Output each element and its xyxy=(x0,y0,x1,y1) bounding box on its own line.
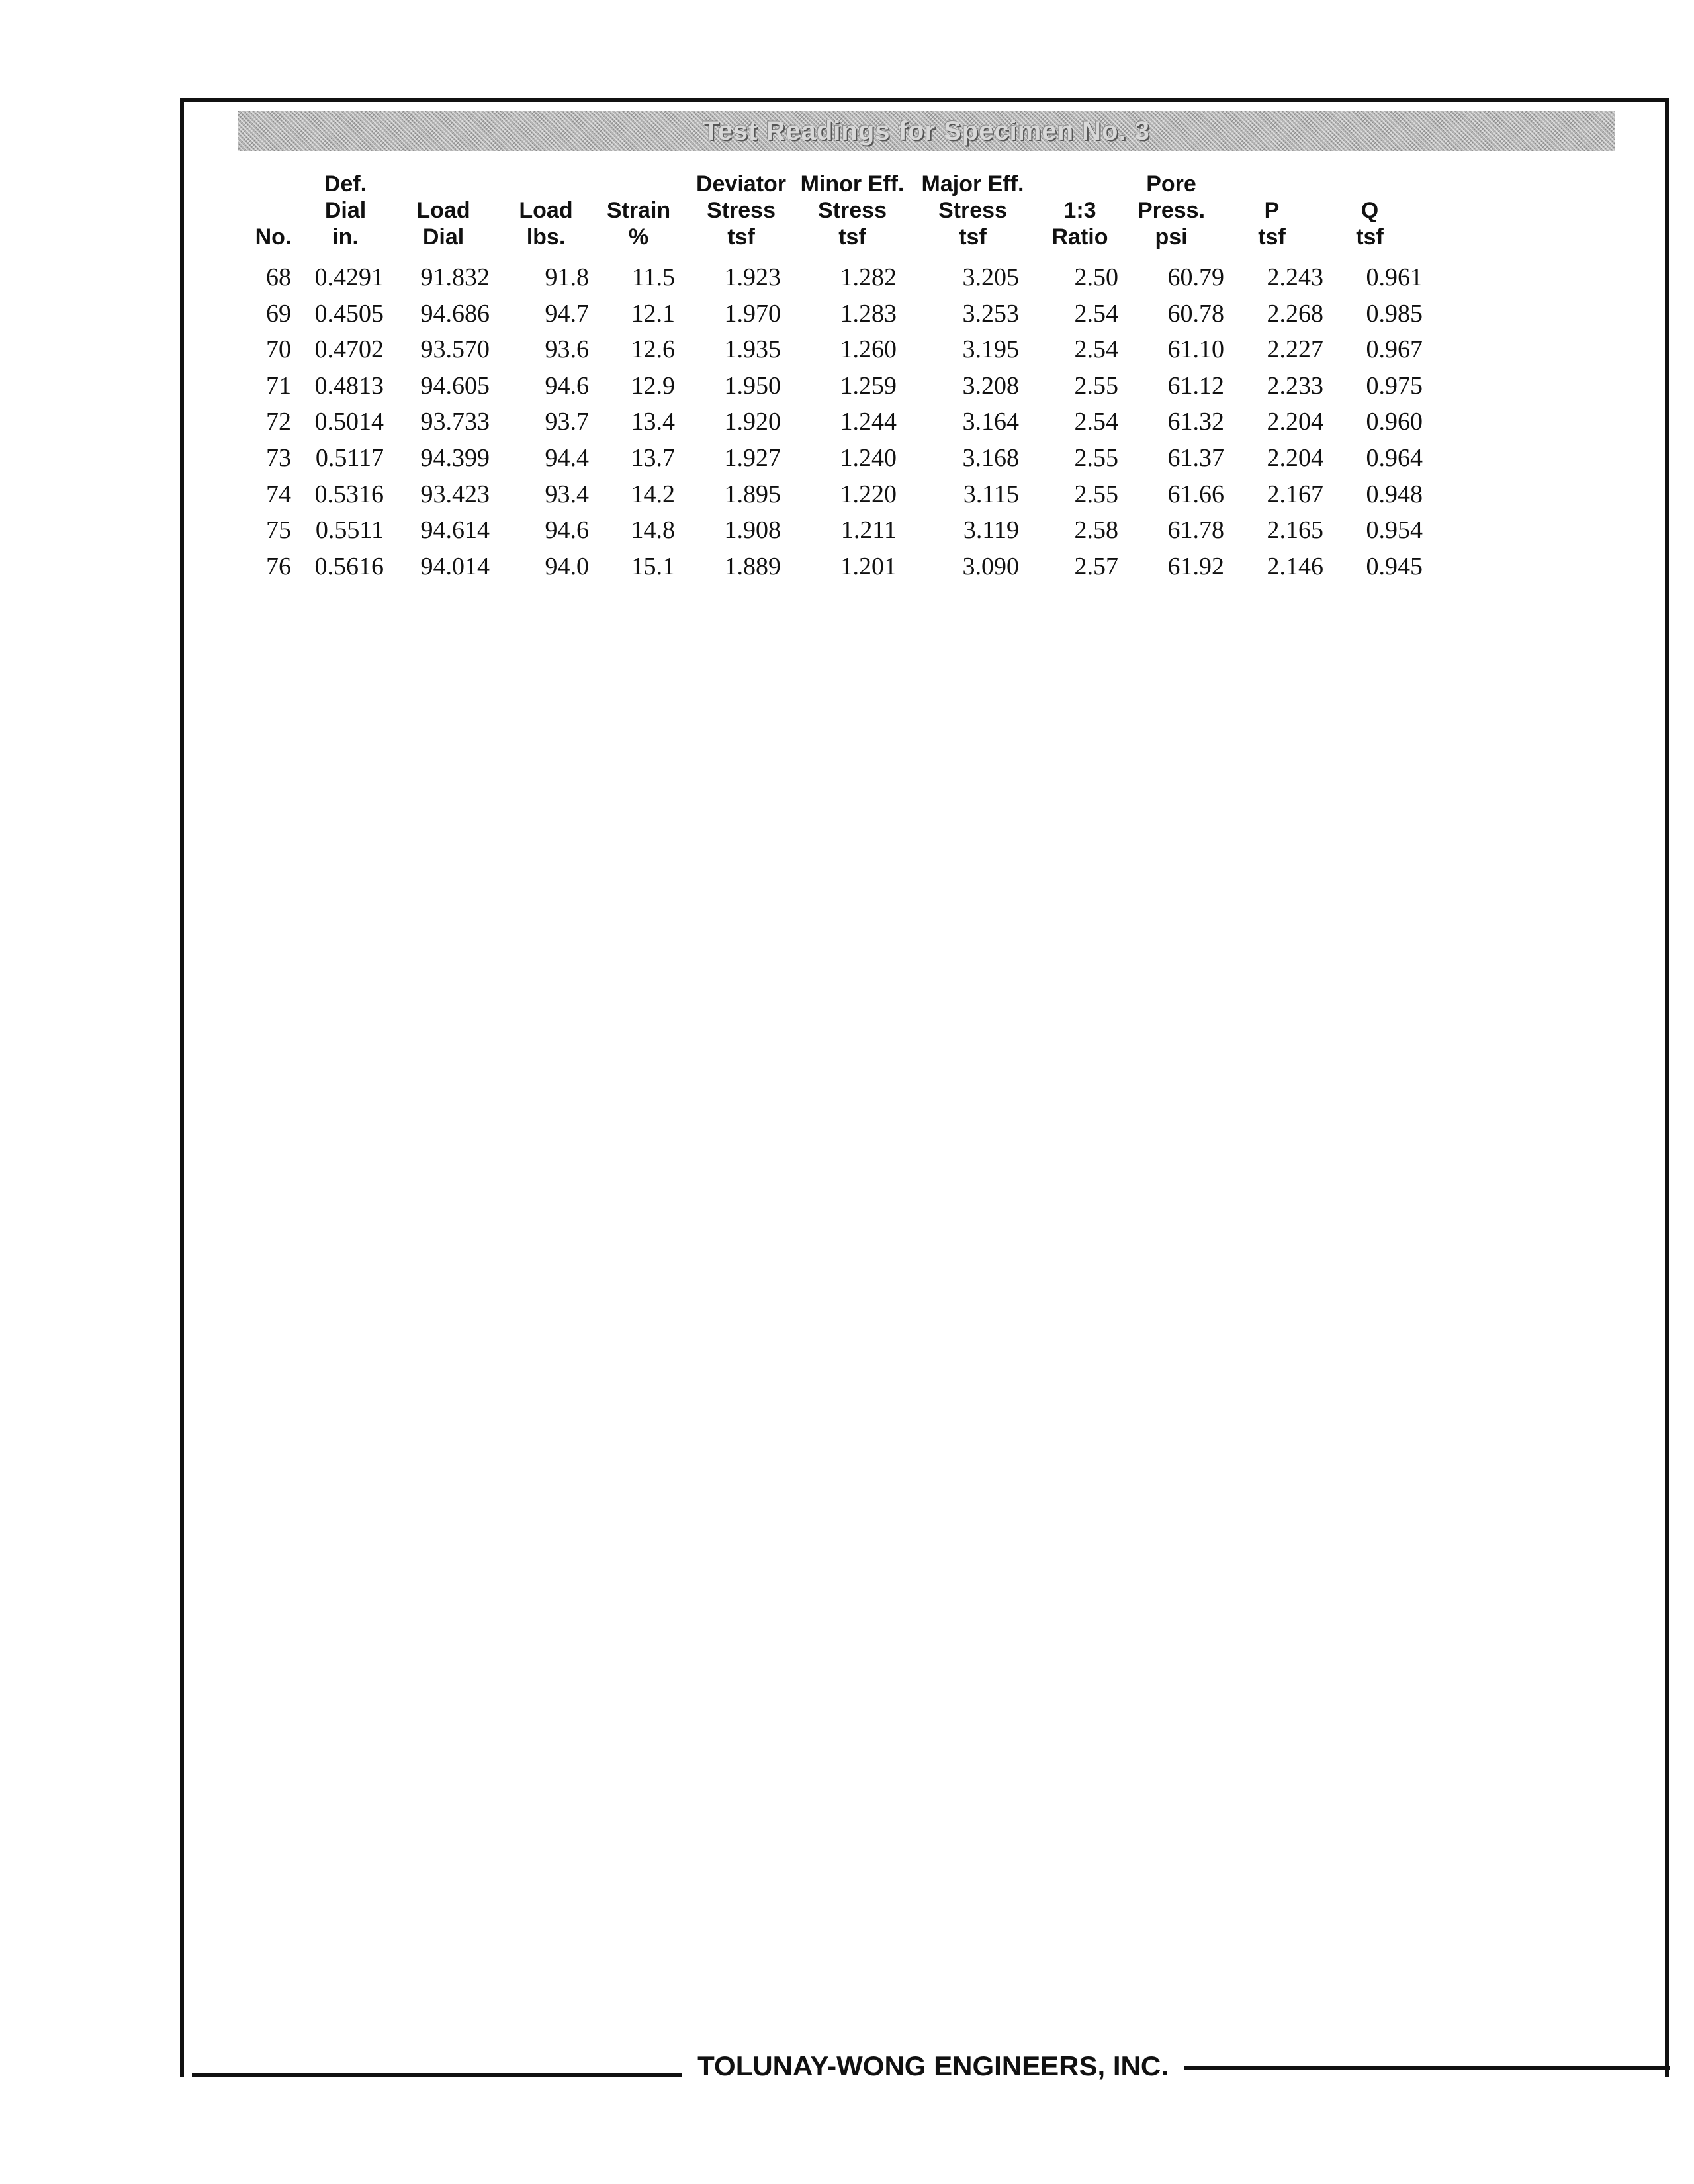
cell-llbs: 93.4 xyxy=(545,480,589,508)
column-header-line xyxy=(244,171,303,197)
frame-bottom-right-border xyxy=(1184,2066,1670,2070)
column-header-line: in. xyxy=(332,224,359,250)
table-row xyxy=(0,512,1694,549)
cell-pore: 61.37 xyxy=(1167,444,1224,472)
title-banner xyxy=(238,111,1615,151)
cell-dev: 1.920 xyxy=(724,408,781,436)
cell-pore: 61.32 xyxy=(1167,408,1224,436)
cell-minor: 1.259 xyxy=(840,371,897,400)
cell-ratio: 2.54 xyxy=(1074,408,1118,436)
cell-dev: 1.889 xyxy=(724,552,781,580)
cell-llbs: 91.8 xyxy=(545,263,589,291)
cell-major: 3.164 xyxy=(962,408,1019,436)
page-title: Test Readings for Specimen No. 3 xyxy=(703,116,1150,146)
cell-pore: 61.78 xyxy=(1167,516,1224,545)
cell-q: 0.961 xyxy=(1366,263,1423,291)
cell-p: 2.233 xyxy=(1267,371,1323,400)
column-header-line: No. xyxy=(255,224,292,250)
table-row xyxy=(0,549,1694,585)
cell-p: 2.167 xyxy=(1267,480,1323,508)
column-header-q xyxy=(1330,171,1409,250)
column-header-line: lbs. xyxy=(526,224,566,250)
cell-q: 0.967 xyxy=(1366,336,1423,364)
cell-ratio: 2.55 xyxy=(1074,480,1118,508)
column-header-line: Q xyxy=(1360,198,1379,223)
cell-dev: 1.908 xyxy=(724,516,781,545)
cell-major: 3.195 xyxy=(962,336,1019,364)
cell-strain: 12.9 xyxy=(631,371,675,400)
table-row xyxy=(0,477,1694,513)
cell-strain: 12.1 xyxy=(631,299,675,328)
cell-no: 76 xyxy=(266,552,291,580)
cell-strain: 14.8 xyxy=(631,516,675,545)
column-header-line: 1:3 xyxy=(1063,198,1096,223)
cell-ratio: 2.54 xyxy=(1074,299,1118,328)
cell-ldial: 93.733 xyxy=(420,408,490,436)
column-header-line: tsf xyxy=(1356,224,1384,250)
column-header-dev xyxy=(688,171,794,250)
column-header-line: tsf xyxy=(727,224,755,250)
column-header-line: psi xyxy=(1155,224,1188,250)
cell-no: 68 xyxy=(266,263,291,291)
column-header-strain xyxy=(599,171,678,250)
column-header-line: Press. xyxy=(1137,198,1206,223)
column-header-line: Deviator xyxy=(695,171,787,197)
column-header-line: Stress xyxy=(938,198,1007,223)
cell-pore: 60.78 xyxy=(1167,299,1224,328)
column-header-line xyxy=(506,171,586,197)
company-footer: TOLUNAY-WONG ENGINEERS, INC. xyxy=(697,2050,1169,2081)
cell-llbs: 94.6 xyxy=(545,371,589,400)
cell-pore: 61.92 xyxy=(1167,552,1224,580)
column-header-line: Strain xyxy=(606,198,671,223)
cell-no: 75 xyxy=(266,516,291,545)
cell-def: 0.4291 xyxy=(314,263,384,291)
column-header-line: Load xyxy=(416,198,470,223)
table-row xyxy=(0,259,1694,296)
cell-major: 3.208 xyxy=(962,371,1019,400)
cell-def: 0.5316 xyxy=(314,480,384,508)
cell-ratio: 2.55 xyxy=(1074,444,1118,472)
cell-major: 3.090 xyxy=(962,552,1019,580)
column-header-line: Major Eff. xyxy=(921,171,1024,197)
cell-ldial: 93.423 xyxy=(420,480,490,508)
column-header-pore xyxy=(1125,171,1218,250)
cell-strain: 13.4 xyxy=(631,408,675,436)
cell-p: 2.227 xyxy=(1267,336,1323,364)
cell-ldial: 91.832 xyxy=(420,263,490,291)
cell-llbs: 93.7 xyxy=(545,408,589,436)
cell-minor: 1.240 xyxy=(840,444,897,472)
cell-ratio: 2.55 xyxy=(1074,371,1118,400)
cell-ratio: 2.54 xyxy=(1074,336,1118,364)
cell-no: 72 xyxy=(266,408,291,436)
column-header-line: Minor Eff. xyxy=(800,171,905,197)
column-header-def xyxy=(306,171,385,250)
column-header-line: Def. xyxy=(324,171,367,197)
column-header-line: Load xyxy=(519,198,573,223)
cell-dev: 1.895 xyxy=(724,480,781,508)
cell-q: 0.945 xyxy=(1366,552,1423,580)
cell-llbs: 94.0 xyxy=(545,552,589,580)
column-header-no xyxy=(244,171,303,250)
cell-no: 74 xyxy=(266,480,291,508)
cell-ldial: 94.605 xyxy=(420,371,490,400)
cell-strain: 14.2 xyxy=(631,480,675,508)
column-header-line: P xyxy=(1264,198,1280,223)
cell-pore: 61.66 xyxy=(1167,480,1224,508)
table-row xyxy=(0,296,1694,332)
cell-major: 3.115 xyxy=(963,480,1019,508)
cell-no: 70 xyxy=(266,336,291,364)
column-header-line: % xyxy=(628,224,649,250)
cell-def: 0.4813 xyxy=(314,371,384,400)
column-header-line xyxy=(244,197,303,224)
cell-ratio: 2.58 xyxy=(1074,516,1118,545)
cell-def: 0.4702 xyxy=(314,336,384,364)
cell-pore: 60.79 xyxy=(1167,263,1224,291)
cell-pore: 61.12 xyxy=(1167,371,1224,400)
cell-def: 0.4505 xyxy=(314,299,384,328)
cell-major: 3.119 xyxy=(963,516,1019,545)
frame-bottom-left-border xyxy=(192,2073,682,2077)
cell-p: 2.268 xyxy=(1267,299,1323,328)
cell-major: 3.205 xyxy=(962,263,1019,291)
column-header-line: tsf xyxy=(959,224,987,250)
column-header-line xyxy=(404,171,483,197)
cell-ldial: 93.570 xyxy=(420,336,490,364)
cell-no: 69 xyxy=(266,299,291,328)
column-header-line xyxy=(599,171,678,197)
column-header-line xyxy=(1232,171,1312,197)
cell-minor: 1.283 xyxy=(840,299,897,328)
cell-q: 0.960 xyxy=(1366,408,1423,436)
cell-dev: 1.950 xyxy=(724,371,781,400)
cell-def: 0.5511 xyxy=(315,516,384,545)
table-row xyxy=(0,440,1694,477)
column-header-line: Pore xyxy=(1146,171,1196,197)
cell-def: 0.5117 xyxy=(315,444,384,472)
cell-dev: 1.970 xyxy=(724,299,781,328)
column-header-llbs xyxy=(506,171,586,250)
cell-q: 0.954 xyxy=(1366,516,1423,545)
cell-pore: 61.10 xyxy=(1167,336,1224,364)
column-header-major xyxy=(920,171,1026,250)
cell-p: 2.165 xyxy=(1267,516,1323,545)
column-header-line: Dial xyxy=(324,198,367,223)
cell-q: 0.975 xyxy=(1366,371,1423,400)
cell-llbs: 94.7 xyxy=(545,299,589,328)
cell-strain: 13.7 xyxy=(631,444,675,472)
cell-strain: 11.5 xyxy=(631,263,675,291)
cell-minor: 1.282 xyxy=(840,263,897,291)
column-header-line: Stress xyxy=(818,198,887,223)
cell-dev: 1.923 xyxy=(724,263,781,291)
cell-strain: 15.1 xyxy=(631,552,675,580)
cell-q: 0.985 xyxy=(1366,299,1423,328)
column-header-line: tsf xyxy=(838,224,866,250)
cell-p: 2.243 xyxy=(1267,263,1323,291)
cell-def: 0.5014 xyxy=(314,408,384,436)
cell-p: 2.146 xyxy=(1267,552,1323,580)
cell-dev: 1.927 xyxy=(724,444,781,472)
cell-ldial: 94.014 xyxy=(420,552,490,580)
column-header-line: tsf xyxy=(1258,224,1286,250)
cell-major: 3.168 xyxy=(962,444,1019,472)
column-header-ldial xyxy=(404,171,483,250)
cell-major: 3.253 xyxy=(962,299,1019,328)
cell-ldial: 94.614 xyxy=(420,516,490,545)
cell-llbs: 94.4 xyxy=(545,444,589,472)
cell-dev: 1.935 xyxy=(724,336,781,364)
cell-q: 0.964 xyxy=(1366,444,1423,472)
column-header-minor xyxy=(799,171,905,250)
cell-minor: 1.244 xyxy=(840,408,897,436)
column-header-ratio xyxy=(1040,171,1120,250)
table-row xyxy=(0,368,1694,404)
cell-minor: 1.260 xyxy=(840,336,897,364)
cell-ldial: 94.686 xyxy=(420,299,490,328)
cell-minor: 1.211 xyxy=(840,516,897,545)
cell-llbs: 93.6 xyxy=(545,336,589,364)
cell-minor: 1.201 xyxy=(840,552,897,580)
cell-no: 71 xyxy=(266,371,291,400)
column-header-line: Ratio xyxy=(1051,224,1108,250)
cell-llbs: 94.6 xyxy=(545,516,589,545)
cell-def: 0.5616 xyxy=(314,552,384,580)
table-row xyxy=(0,332,1694,368)
cell-minor: 1.220 xyxy=(840,480,897,508)
frame-top-border xyxy=(180,98,1669,102)
column-header-line xyxy=(1040,171,1120,197)
column-header-line xyxy=(1330,171,1409,197)
column-header-p xyxy=(1232,171,1312,250)
table-row xyxy=(0,404,1694,440)
cell-p: 2.204 xyxy=(1267,408,1323,436)
cell-no: 73 xyxy=(266,444,291,472)
cell-ldial: 94.399 xyxy=(420,444,490,472)
cell-p: 2.204 xyxy=(1267,444,1323,472)
column-header-line: Dial xyxy=(422,224,465,250)
column-header-line: Stress xyxy=(707,198,776,223)
cell-ratio: 2.50 xyxy=(1074,263,1118,291)
cell-q: 0.948 xyxy=(1366,480,1423,508)
cell-ratio: 2.57 xyxy=(1074,552,1118,580)
cell-strain: 12.6 xyxy=(631,336,675,364)
